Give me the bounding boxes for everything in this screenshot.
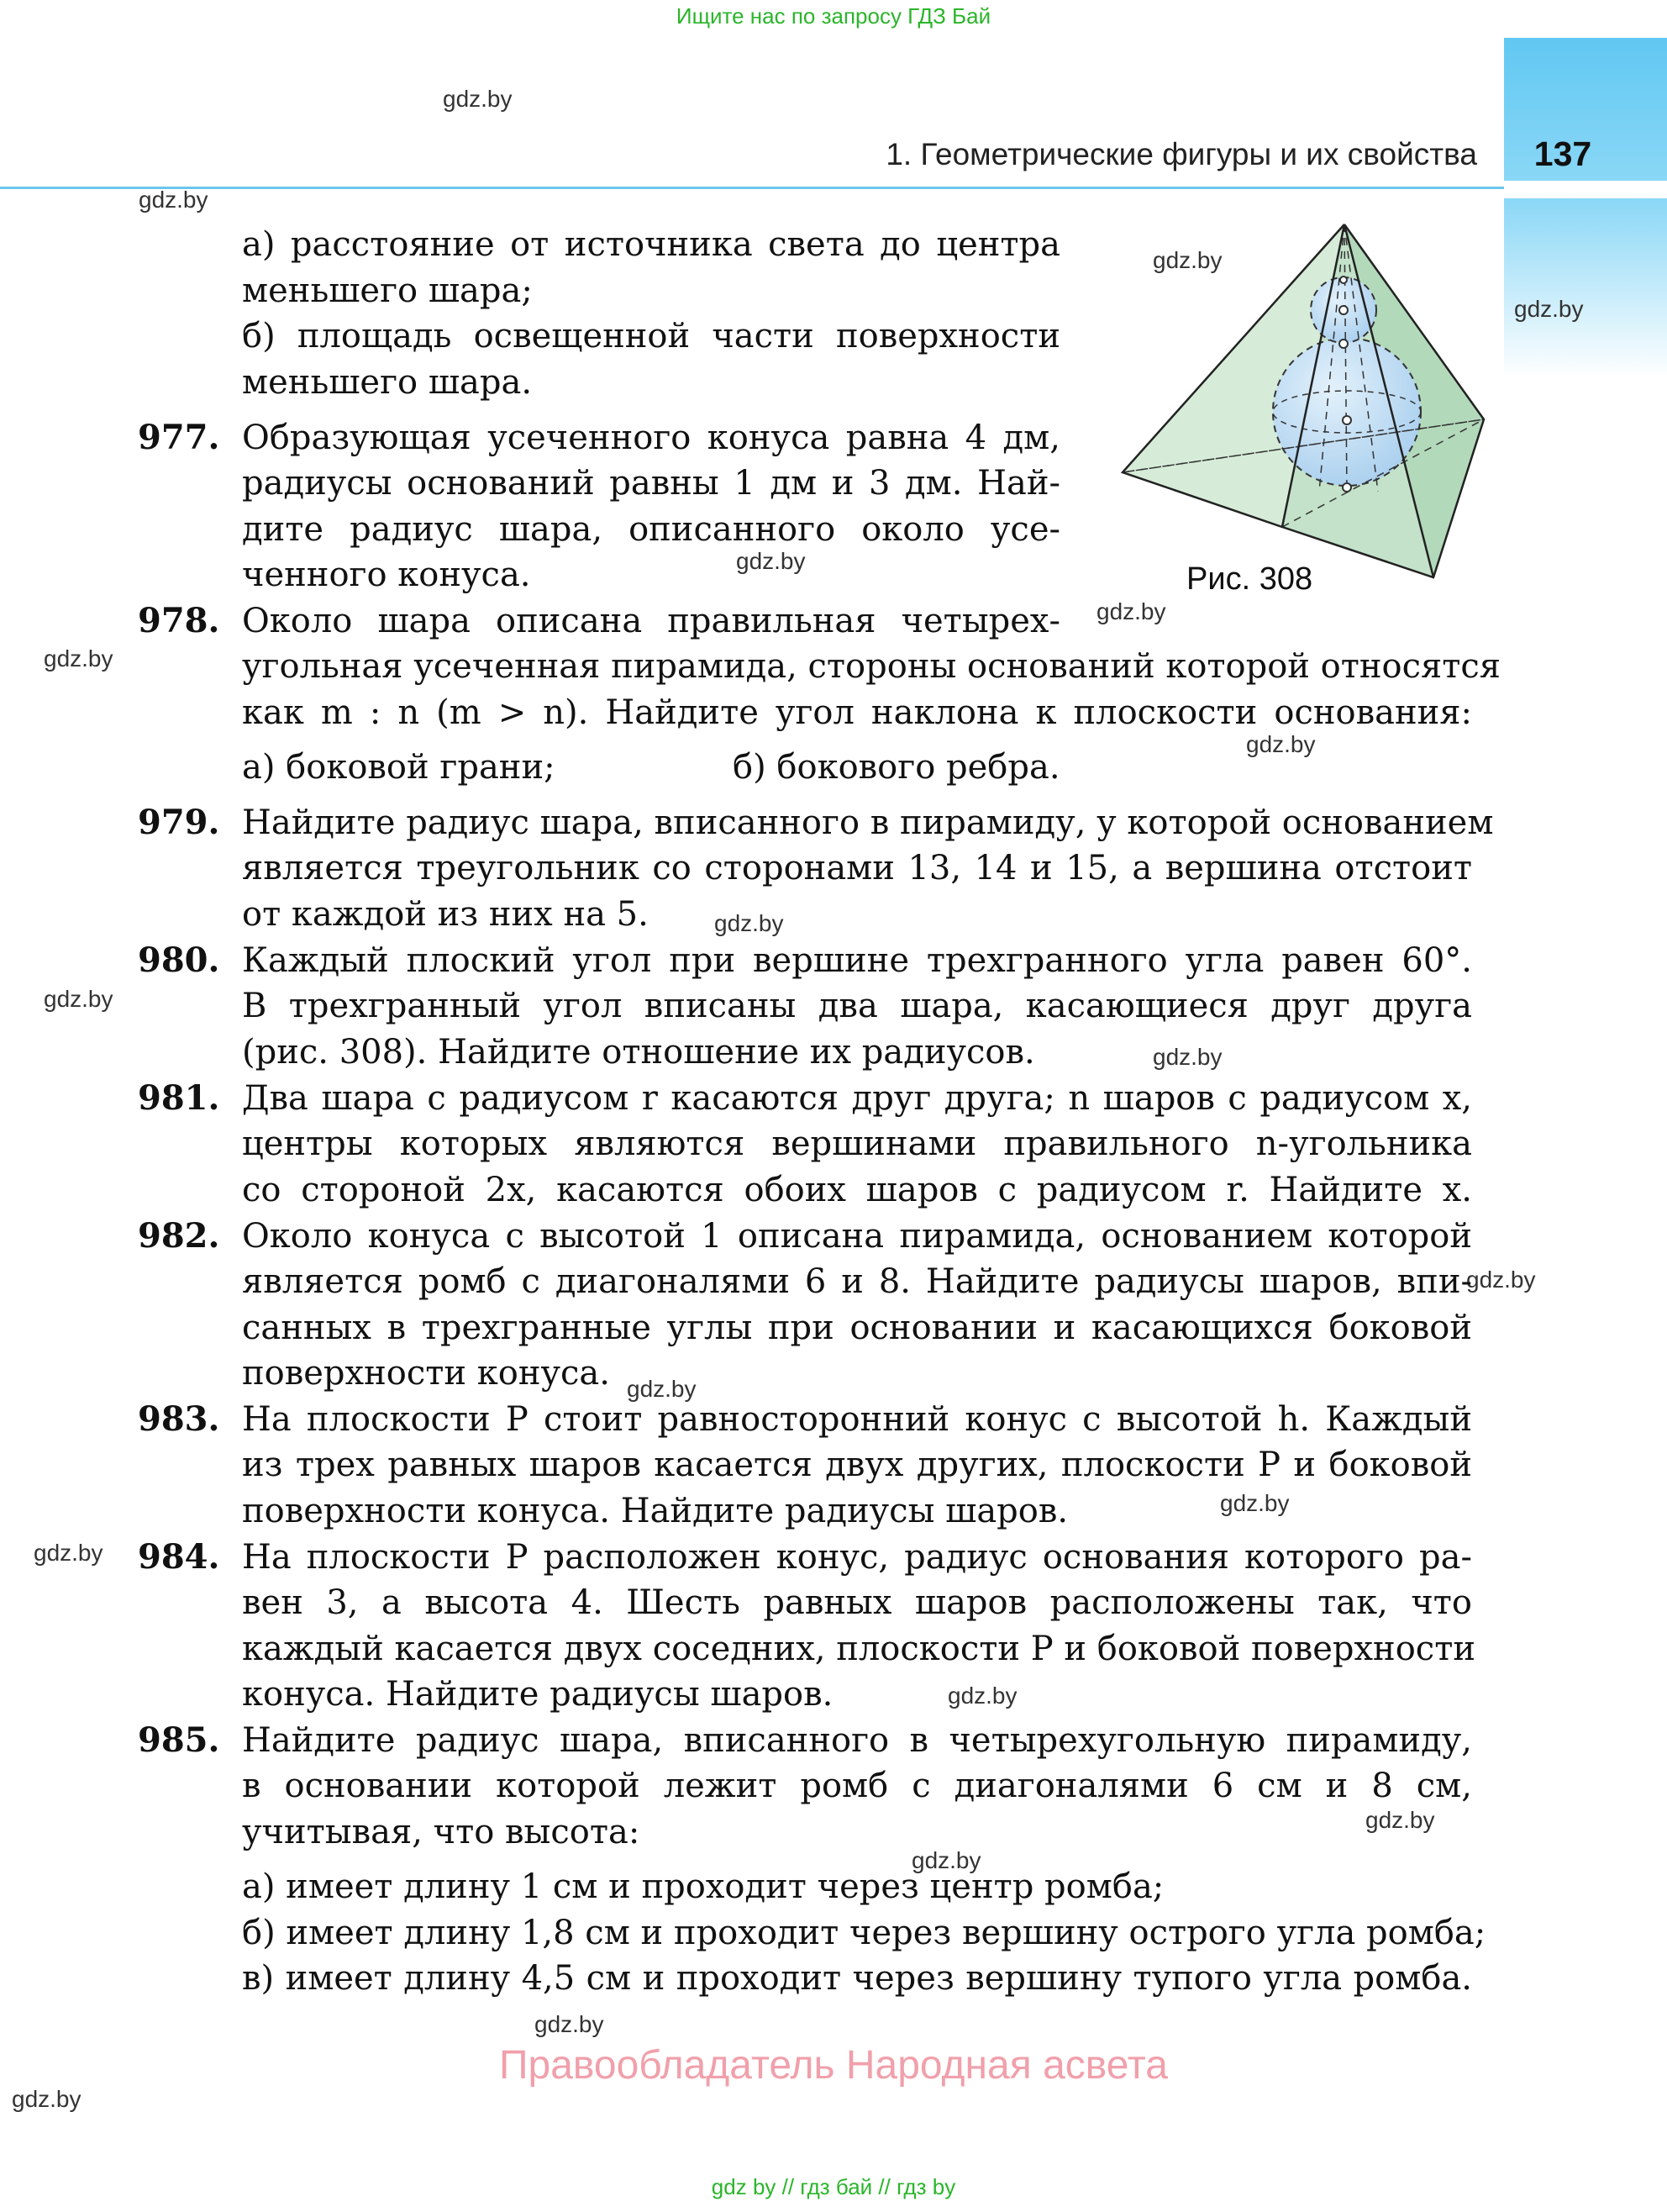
problem-number: 983. — [138, 1399, 220, 1439]
problem-number: 978. — [138, 601, 220, 640]
problem-line: На плоскости P расположен конус, радиус основания которого ра- — [242, 1538, 1472, 1577]
watermark: gdz.by — [1153, 1044, 1223, 1070]
intro-line: меньшего шара. — [242, 363, 533, 402]
problem-line: со стороной 2x, касаются обоих шаров с радиусом r. Найдите x. — [242, 1171, 1472, 1209]
watermark: gdz.by — [1466, 1267, 1536, 1293]
rights-holder: Правообладатель Народная асвета — [499, 2043, 1168, 2088]
problem-line: Найдите радиус шара, вписанного в пирамиду, у которой основанием — [242, 803, 1494, 842]
figure-caption: Рис. 308 — [1186, 561, 1313, 597]
watermark: gdz.by — [1365, 1807, 1435, 1833]
problem-number: 981. — [138, 1078, 220, 1118]
watermark: gdz.by — [1153, 247, 1223, 273]
footer-links[interactable]: gdz by // гдз бай // гдз by — [711, 2174, 956, 2199]
problem-number: 984. — [138, 1537, 220, 1577]
problem-option: б) бокового ребра. — [733, 748, 1060, 787]
problem-line: Найдите радиус шара, вписанного в четырехугольную пирамиду, — [242, 1721, 1472, 1760]
watermark: gdz.by — [912, 1847, 981, 1873]
intro-line: б) площадь освещенной части поверхности — [242, 317, 1060, 356]
watermark: gdz.by — [948, 1683, 1018, 1709]
problem-line: (рис. 308). Найдите отношение их радиусов. — [242, 1033, 1035, 1072]
problem-number: 977. — [138, 418, 220, 457]
watermark: gdz.by — [1096, 598, 1166, 624]
problem-number: 982. — [138, 1216, 220, 1256]
figure-308 — [1109, 214, 1496, 584]
problem-line: каждый касается двух соседних, плоскости P и боковой поверхности — [242, 1630, 1475, 1668]
problem-line: Около шара описана правильная четырех- — [242, 602, 1060, 640]
problem-line: радиусы оснований равны 1 дм и 3 дм. Най- — [242, 464, 1060, 503]
watermark: gdz.by — [44, 986, 113, 1012]
problem-line: угольная усеченная пирамида, стороны оснований которой относятся — [242, 647, 1501, 686]
problem-option: а) имеет длину 1 см и проходит через центр ромба; — [242, 1867, 1165, 1906]
problem-line: является треугольник со сторонами 13, 14 и 15, а вершина отстоит — [242, 849, 1472, 887]
problem-line: санных в трехгранные углы при основании и касающихся боковой — [242, 1309, 1472, 1347]
watermark: gdz.by — [1514, 296, 1584, 322]
problem-number: 980. — [138, 940, 220, 980]
page-tab-fade — [1504, 198, 1667, 378]
watermark: gdz.by — [1220, 1490, 1290, 1516]
chapter-title: 1. Геометрические фигуры и их свойства — [886, 137, 1477, 171]
problem-number: 979. — [138, 803, 220, 842]
watermark: gdz.by — [34, 1540, 103, 1566]
problem-number: 985. — [138, 1720, 220, 1760]
watermark: gdz.by — [736, 548, 806, 574]
watermark: gdz.by — [534, 2011, 604, 2037]
problem-line: ченного конуса. — [242, 556, 531, 594]
watermark: gdz.by — [627, 1376, 697, 1402]
watermark: gdz.by — [1246, 731, 1316, 757]
problem-line: вен 3, а высота 4. Шесть равных шаров расположены так, что — [242, 1583, 1472, 1622]
problem-option: б) имеет длину 1,8 см и проходит через вершину острого угла ромба; — [242, 1914, 1486, 1952]
intro-line: а) расстояние от источника света до центра — [242, 225, 1060, 264]
header-rule — [0, 187, 1504, 189]
problem-line: центры которых являются вершинами правильного n-угольника — [242, 1124, 1472, 1163]
problem-line: поверхности конуса. Найдите радиусы шаров. — [242, 1492, 1069, 1530]
problem-line: учитывая, что высота: — [242, 1813, 640, 1851]
problem-line: Около конуса с высотой 1 описана пирамида, основанием которой — [242, 1217, 1472, 1256]
problem-line: Образующая усеченного конуса равна 4 дм, — [242, 419, 1060, 457]
top-banner: Ищите нас по запросу ГДЗ Бай — [676, 3, 991, 29]
problem-line: от каждой из них на 5. — [242, 895, 649, 934]
watermark: gdz.by — [714, 910, 784, 936]
problem-line: Каждый плоский угол при вершине трехгранного угла равен 60°. — [242, 941, 1472, 980]
problem-option: в) имеет длину 4,5 см и проходит через вершину тупого угла ромба. — [242, 1959, 1472, 1998]
problem-option: а) боковой грани; — [242, 748, 555, 787]
watermark: gdz.by — [443, 86, 513, 112]
intro-line: меньшего шара; — [242, 271, 533, 310]
problem-line: в основании которой лежит ромб с диагоналями 6 см и 8 см, — [242, 1767, 1472, 1805]
watermark: gdz.by — [44, 645, 113, 672]
problem-line: В трехгранный угол вписаны два шара, касающиеся друг друга — [242, 987, 1472, 1025]
problem-line: как m : n (m > n). Найдите угол наклона к плоскости основания: — [242, 693, 1472, 732]
watermark: gdz.by — [12, 2086, 82, 2112]
watermark: gdz.by — [139, 187, 208, 213]
page-number: 137 — [1533, 134, 1592, 173]
problem-line: Два шара с радиусом r касаются друг друга; n шаров с радиусом x, — [242, 1079, 1472, 1118]
problem-line: дите радиус шара, описанного около усе- — [242, 510, 1060, 549]
problem-line: является ромб с диагоналями 6 и 8. Найдите радиусы шаров, впи- — [242, 1262, 1472, 1301]
problem-line: из трех равных шаров касается двух других, плоскости P и боковой — [242, 1446, 1472, 1484]
problem-line: На плоскости P стоит равносторонний конус с высотой h. Каждый — [242, 1400, 1472, 1439]
problem-line: поверхности конуса. — [242, 1354, 610, 1393]
problem-line: конуса. Найдите радиусы шаров. — [242, 1675, 834, 1714]
